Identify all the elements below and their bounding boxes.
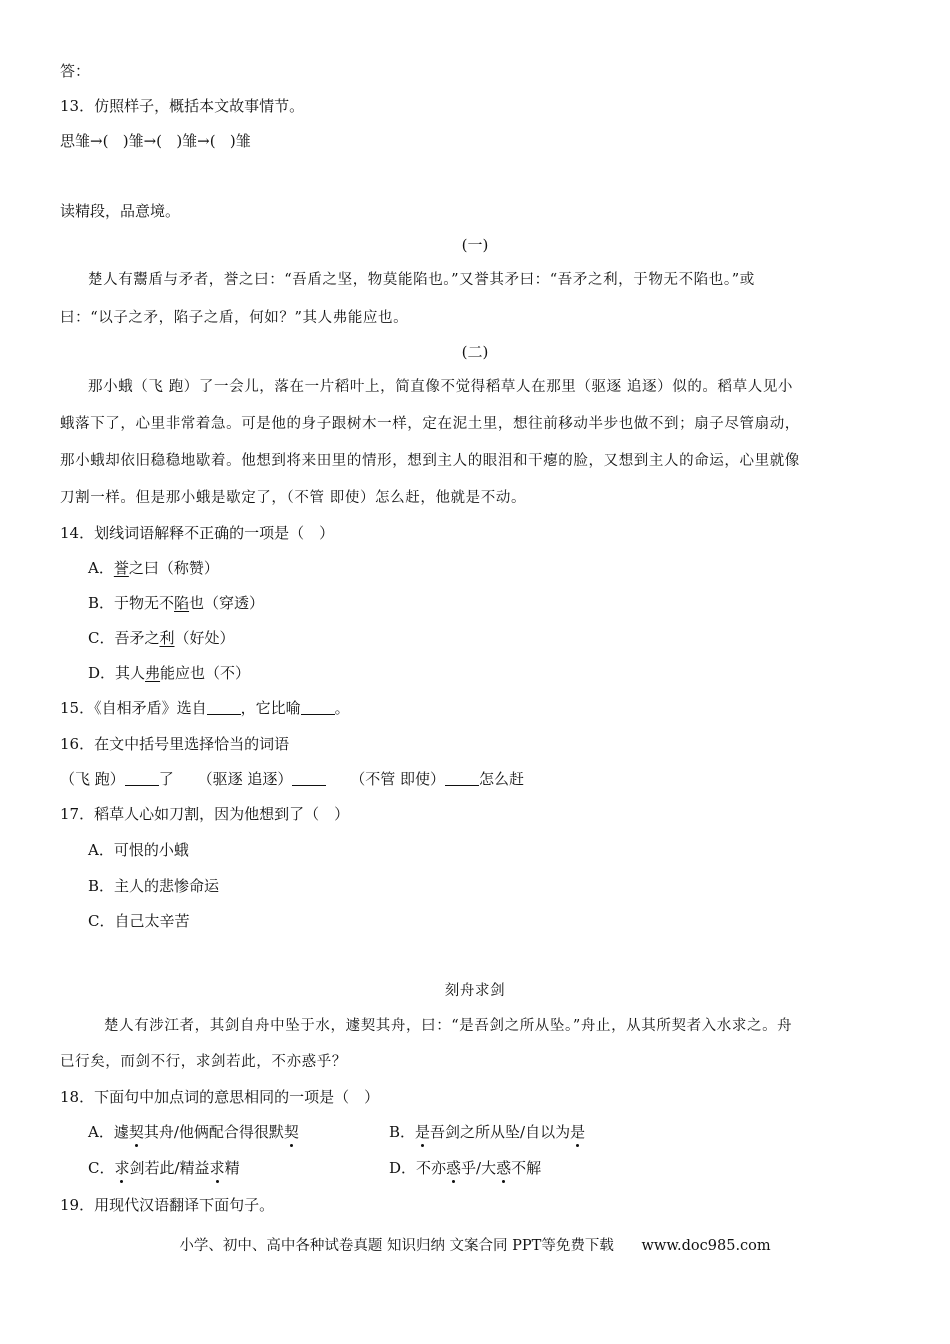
question-16-blanks: （飞 跑） 了 （驱逐 追逐） （不管 即使） 怎么赶	[60, 770, 525, 788]
question-18-option-a[interactable]: A．遽契其舟/他俩配合得很默契	[88, 1123, 299, 1141]
question-13-stem: 13．仿照样子，概括本文故事情节。	[60, 97, 305, 115]
question-17-option-c[interactable]: C．自己太辛苦	[88, 912, 190, 930]
part-1-label: (一)	[461, 236, 489, 254]
question-16-stem: 16．在文中括号里选择恰当的词语	[60, 735, 290, 753]
part-2-line-3: 那小蛾却依旧稳稳地歇着。他想到将来田里的情形，想到主人的眼泪和干瘪的脸，又想到主人的命运，心里就像	[60, 453, 800, 469]
question-17-option-a[interactable]: A．可恨的小蛾	[88, 841, 189, 859]
passage-3-line-2: 已行矣，而剑不行，求剑若此，不亦惑乎？	[60, 1054, 347, 1070]
answer-blank[interactable]	[292, 771, 326, 786]
page-footer	[0, 1236, 950, 1256]
part-2-line-2: 蛾落下了，心里非常着急。可是他的身子跟树木一样，定在泥土里，想往前移动半步也做不到；扇子尽管扇动，	[60, 416, 800, 432]
part-1-line-1: 楚人有鬻盾与矛者，誉之曰：“吾盾之坚，物莫能陷也。”又誉其矛曰：“吾矛之利，于物无不陷也。”或	[88, 272, 755, 288]
question-14-option-b[interactable]: B．于物无不陷也（穿透）	[88, 594, 265, 612]
question-18-option-d[interactable]: D．不亦惑乎/大惑不解	[389, 1159, 542, 1177]
question-13-flow: 思雏→( )雏→( )雏→( )雏	[60, 132, 251, 150]
question-14-option-d[interactable]: D．其人弗能应也（不）	[88, 664, 251, 682]
question-14-stem: 14．划线词语解释不正确的一项是（ ）	[60, 524, 335, 542]
answer-blank[interactable]	[445, 771, 479, 786]
passage-3-title: 刻舟求剑	[444, 983, 506, 999]
part-1-line-2: 曰：“以子之矛，陷子之盾，何如？”其人弗能应也。	[60, 310, 409, 326]
question-14-option-a[interactable]: A．誉之曰（称赞）	[88, 559, 219, 577]
question-17-stem: 17．稻草人心如刀割，因为他想到了（ ）	[60, 805, 350, 823]
part-2-label: (二)	[461, 343, 489, 361]
footer-text: 小学、初中、高中各种试卷真题 知识归纳 文案合同 PPT等免费下载	[179, 1238, 614, 1254]
question-18-option-b[interactable]: B．是吾剑之所从坠/自以为是	[389, 1123, 586, 1141]
part-2-line-4: 刀割一样。但是那小蛾是歇定了，（不管 即使）怎么赶，他就是不动。	[60, 490, 527, 506]
answer-blank[interactable]	[207, 700, 241, 715]
question-15: 15．《自相矛盾》选自 ，它比喻 。	[60, 699, 350, 717]
question-14-option-c[interactable]: C．吾矛之利（好处）	[88, 629, 235, 647]
answer-label: 答：	[60, 62, 91, 80]
answer-blank[interactable]	[301, 700, 335, 715]
question-19-stem: 19．用现代汉语翻译下面句子。	[60, 1196, 275, 1214]
question-18-stem: 18．下面句中加点词的意思相同的一项是（ ）	[60, 1088, 380, 1106]
passage-3-line-1: 楚人有涉江者，其剑自舟中坠于水，遽契其舟，曰：“是吾剑之所从坠。”舟止，从其所契者入水求之。舟	[104, 1018, 793, 1034]
question-18-option-c[interactable]: C．求剑若此/精益求精	[88, 1159, 240, 1177]
answer-blank[interactable]	[125, 771, 159, 786]
section-heading: 读精段，品意境。	[60, 202, 181, 220]
part-2-line-1: 那小蛾（飞 跑）了一会儿，落在一片稻叶上，简直像不觉得稻草人在那里（驱逐 追逐）似的。稻草人见小	[88, 379, 794, 395]
question-17-option-b[interactable]: B．主人的悲惨命运	[88, 877, 220, 895]
footer-url[interactable]: www.doc985.com	[641, 1238, 771, 1254]
